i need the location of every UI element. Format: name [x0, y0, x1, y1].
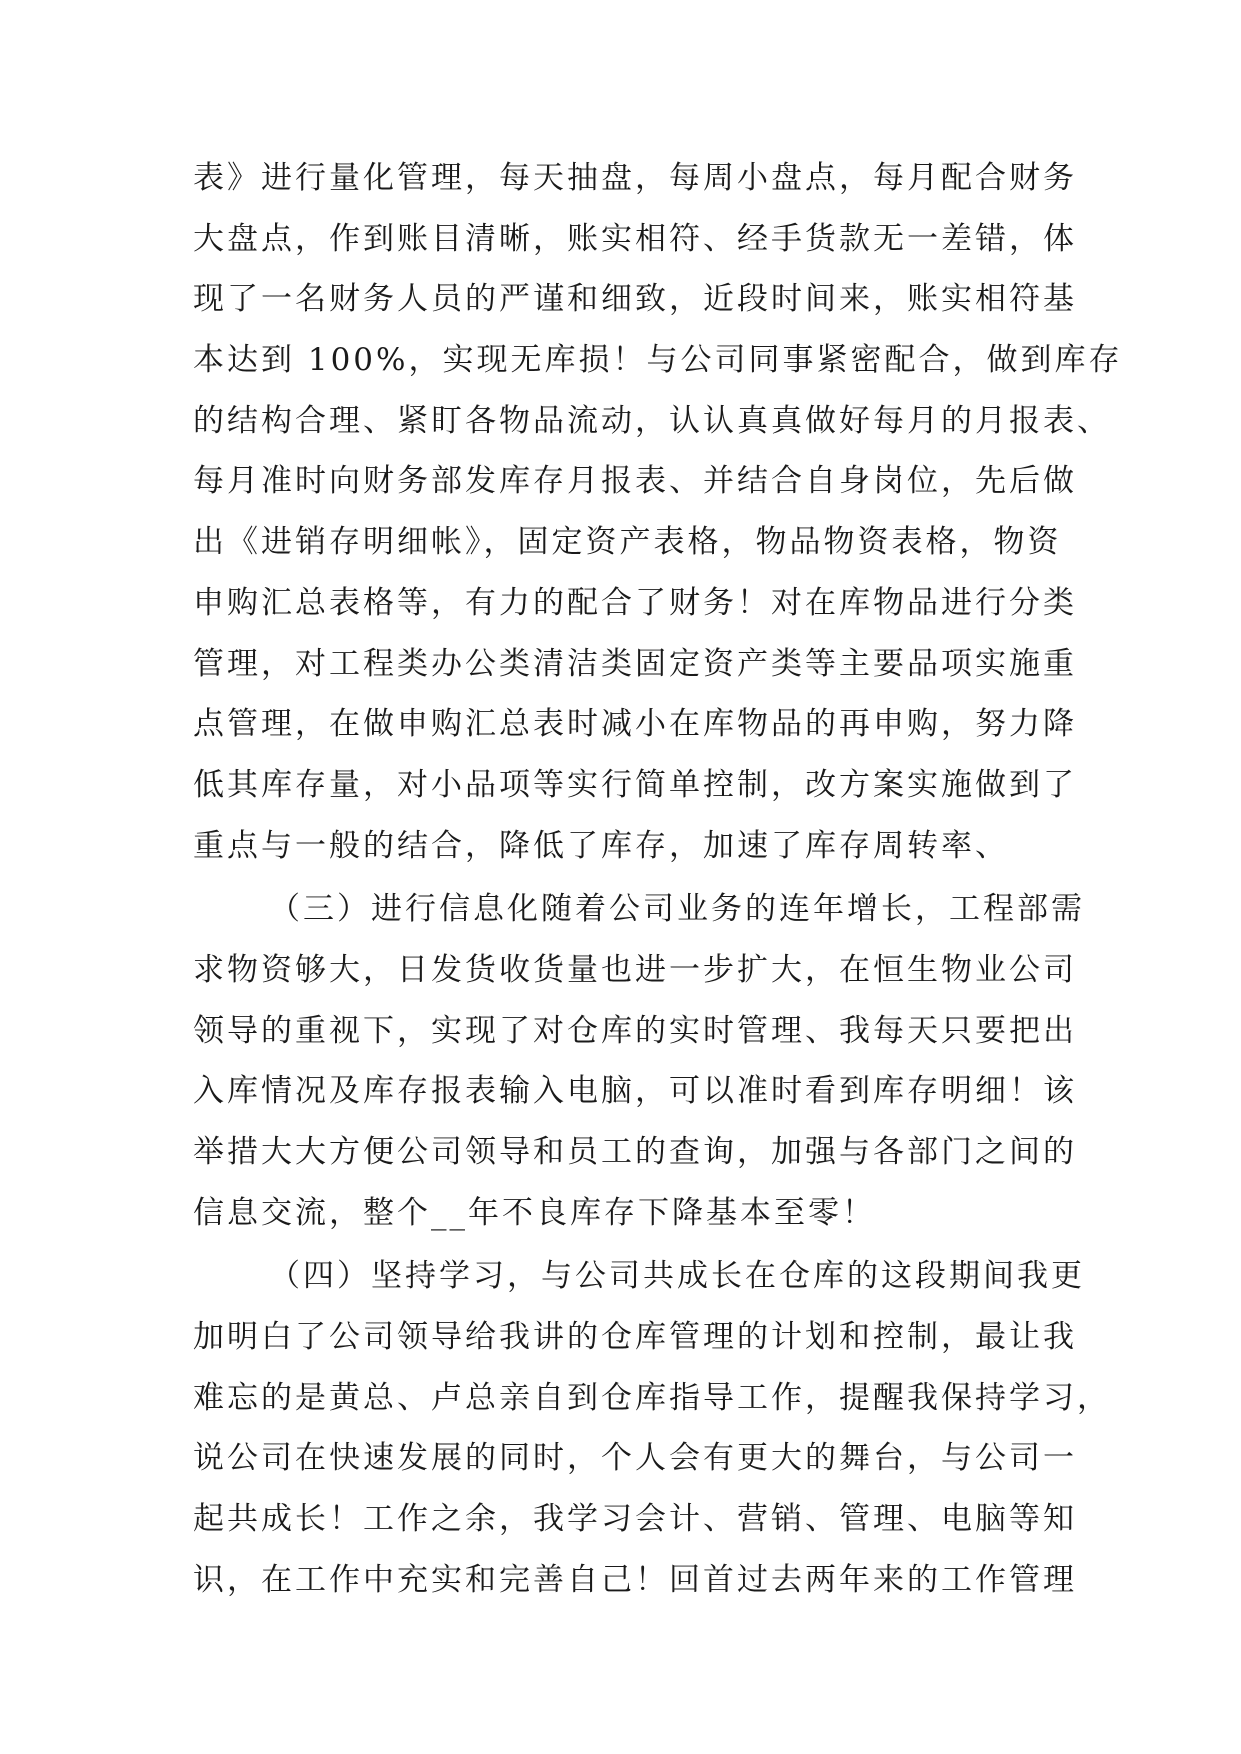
text-line: 的结构合理、紧盯各物品流动，认认真真做好每月的月报表、 [193, 402, 1111, 439]
text-line: 本达到 100%，实现无库损！与公司同事紧密配合，做到库存 [193, 342, 1123, 379]
text-line: 大盘点，作到账目清晰，账实相符、经手货款无一差错，体 [193, 220, 1077, 257]
text-line: 起共成长！工作之余，我学习会计、营销、管理、电脑等知 [193, 1501, 1077, 1538]
text-line: 入库情况及库存报表输入电脑，可以准时看到库存明细！该 [193, 1073, 1077, 1110]
text-line: 识，在工作中充实和完善自己！回首过去两年来的工作管理 [193, 1561, 1077, 1598]
text-line: 领导的重视下，实现了对仓库的实时管理、我每天只要把出 [193, 1012, 1077, 1049]
text-line: 申购汇总表格等，有力的配合了财务！对在库物品进行分类 [193, 584, 1077, 621]
text-line: 每月准时向财务部发库存月报表、并结合自身岗位，先后做 [193, 463, 1077, 500]
paragraph-1 [193, 148, 1123, 876]
text-line: 出《进销存明细帐》，固定资产表格，物品物资表格，物资 [193, 524, 1062, 561]
text-line: 管理，对工程类办公类清洁类固定资产类等主要品项实施重 [193, 645, 1077, 682]
text-line: 现了一名财务人员的严谨和细致，近段时间来，账实相符基 [193, 281, 1077, 318]
text-line: 举措大大方便公司领导和员工的查询，加强与各部门之间的 [193, 1134, 1077, 1170]
text-line: 难忘的是黄总、卢总亲自到仓库指导工作，提醒我保持学习， [193, 1379, 1111, 1416]
paragraph-2 [193, 879, 1085, 1243]
text-line: 表》进行量化管理，每天抽盘，每周小盘点，每月配合财务 [193, 160, 1077, 196]
text-line: 加明白了公司领导给我讲的仓库管理的计划和控制，最让我 [193, 1319, 1077, 1356]
text-line: （四）坚持学习，与公司共成长在仓库的这段期间我更 [269, 1258, 1085, 1295]
text-line: 说公司在快速发展的同时，个人会有更大的舞台，与公司一 [193, 1440, 1077, 1477]
text-line: （三）进行信息化随着公司业务的连年增长，工程部需 [269, 891, 1085, 928]
body-text [193, 148, 1123, 1611]
text-line: 点管理，在做申购汇总表时减小在库物品的再申购，努力降 [193, 706, 1077, 743]
text-line: 重点与一般的结合，降低了库存，加速了库存周转率、 [193, 827, 1009, 864]
text-line: 低其库存量，对小品项等实行简单控制，改方案实施做到了 [193, 766, 1077, 803]
text-line: 求物资够大，日发货收货量也进一步扩大，在恒生物业公司 [193, 951, 1077, 988]
text-line: 信息交流，整个__年不良库存下降基本至零！ [193, 1194, 876, 1231]
paragraph-3 [193, 1246, 1111, 1610]
